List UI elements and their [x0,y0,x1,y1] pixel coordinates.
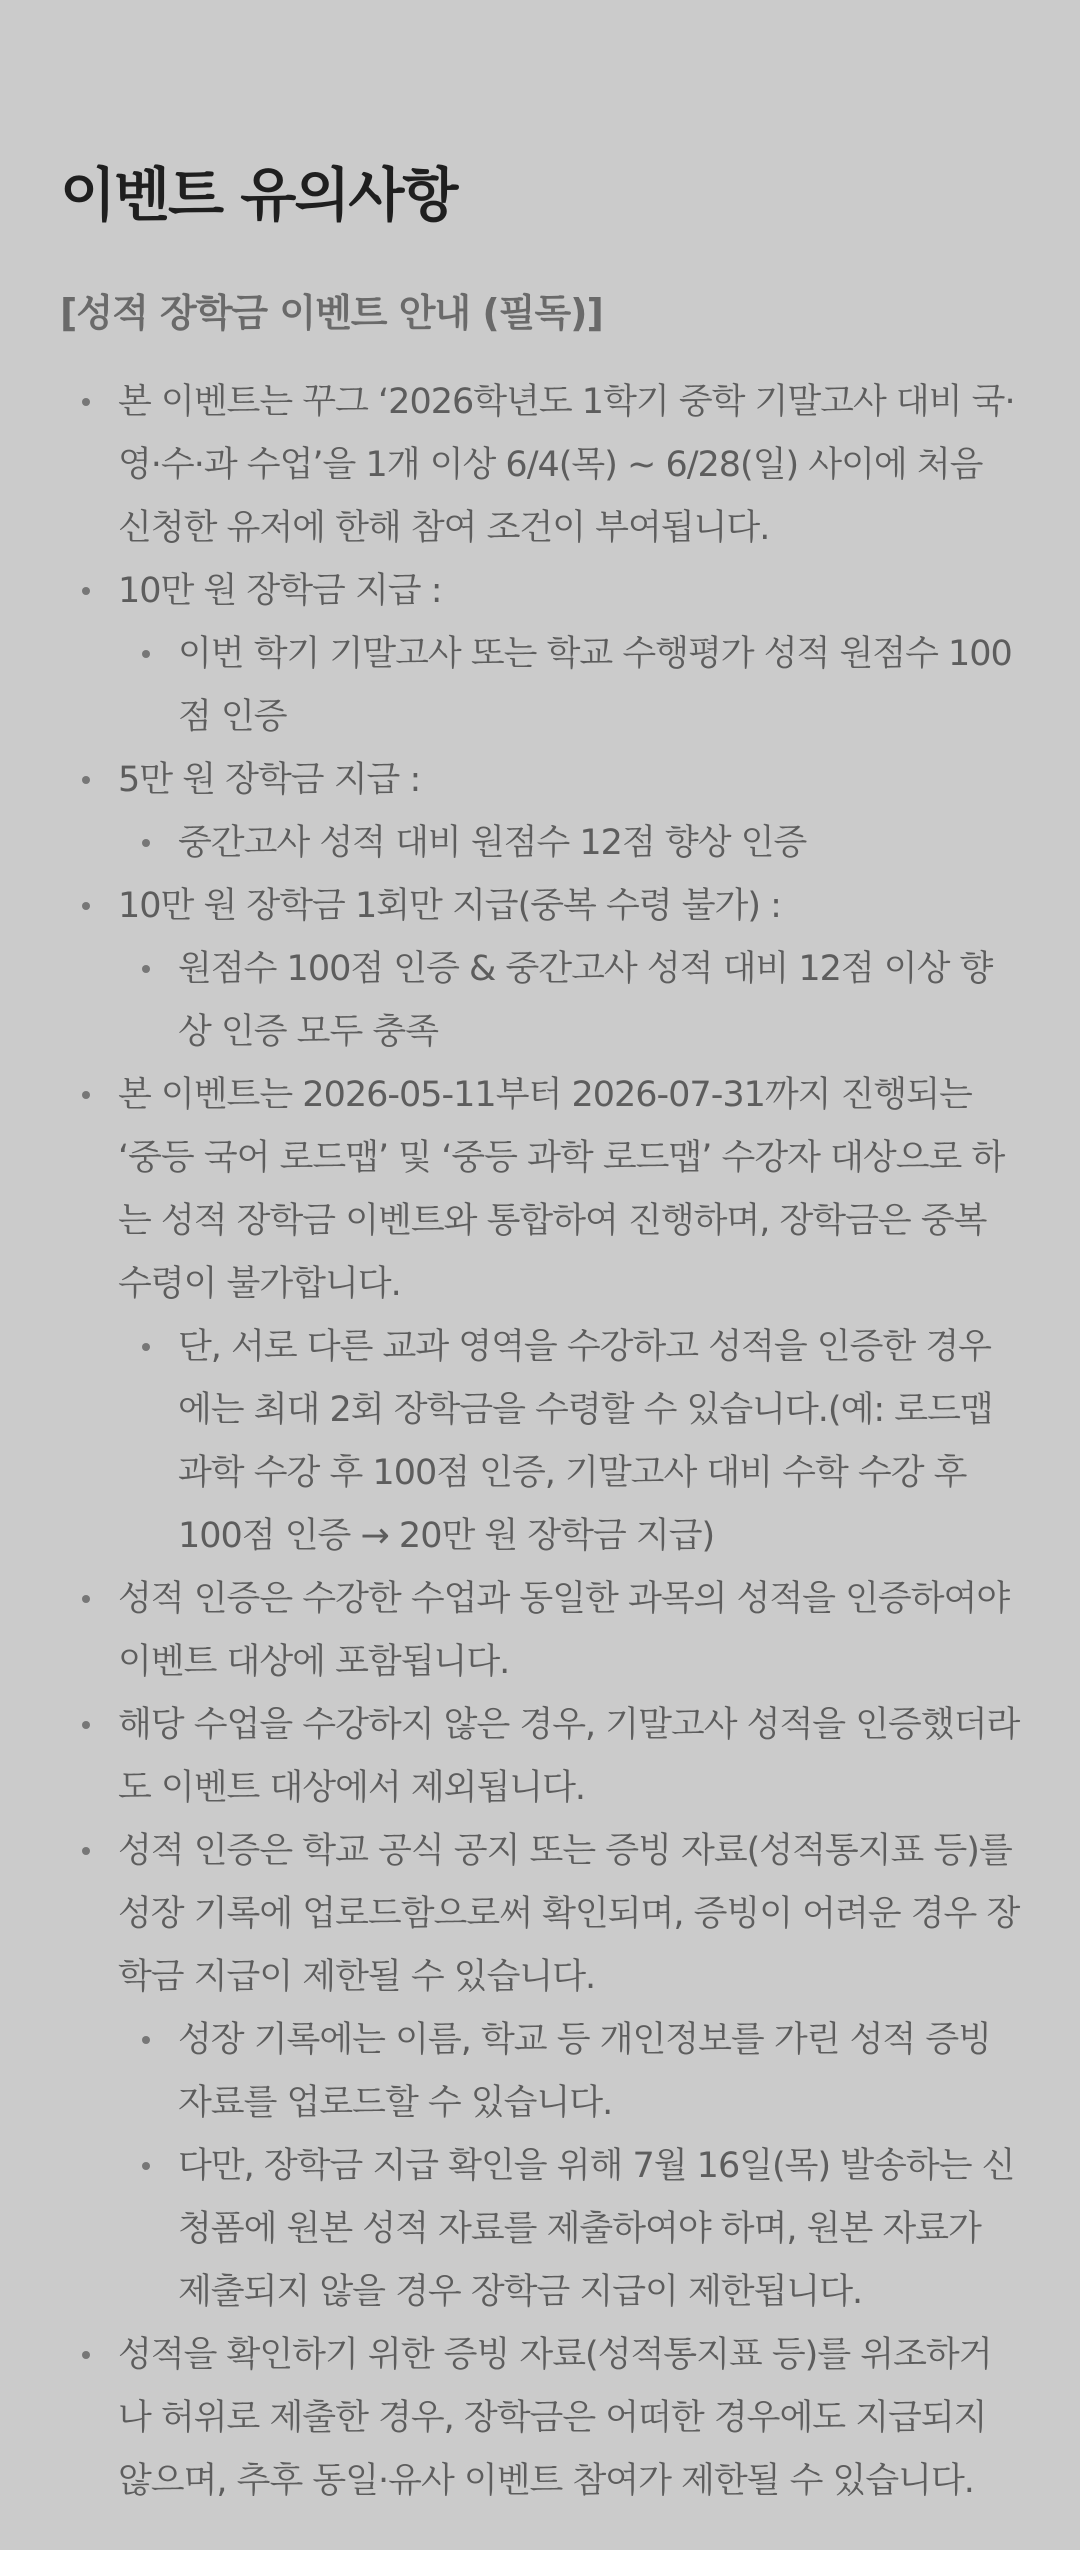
notice-item-text: 해당 수업을 수강하지 않은 경우, 기말고사 성적을 인증했더라도 이벤트 대상에서 제외됩니다. [118,1705,1020,1808]
bullet-dot-icon [82,776,90,784]
notice-subitem-text: 성장 기록에는 이름, 학교 등 개인정보를 가린 성적 증빙 자료를 업로드할 수 있습니다. [178,2020,991,2123]
notice-item-text: 본 이벤트는 2026-05-11부터 2026-07-31까지 진행되는 ‘중등 국어 로드맵’ 및 ‘중등 과학 로드맵’ 수강자 대상으로 하는 성적 장학금 이벤트와 통합하여 진행하며, 장학금은 중복 수령이 불가합니다. [118,1075,1005,1304]
notice-subitem [118,623,1020,749]
notice-item [60,749,1020,875]
notice-sublist [118,2009,1020,2324]
bullet-dot-icon [82,1847,90,1855]
bullet-dot-icon [82,1721,90,1729]
notice-item [60,875,1020,1064]
bullet-dot-icon [142,839,150,847]
notice-subitem-text: 중간고사 성적 대비 원점수 12점 향상 인증 [178,823,807,863]
bullet-dot-icon [82,1595,90,1603]
notice-item [60,2324,1020,2513]
notice-item-text: 성적 인증은 학교 공식 공지 또는 증빙 자료(성적통지표 등)를 성장 기록에 업로드함으로써 확인되며, 증빙이 어려운 경우 장학금 지급이 제한될 수 있습니다. [118,1831,1020,1997]
notice-item [60,1064,1020,1568]
notice-subitem [118,2135,1020,2324]
notice-subitem-text: 원점수 100점 인증 & 중간고사 성적 대비 12점 이상 향상 인증 모두 충족 [178,949,993,1052]
notice-item-text: 10만 원 장학금 지급 : [118,571,442,611]
bullet-dot-icon [142,965,150,973]
notice-subitem [118,938,1020,1064]
notice-subitem [118,812,1020,875]
notice-item [60,1820,1020,2324]
notice-item-text: 10만 원 장학금 1회만 지급(중복 수령 불가) : [118,886,781,926]
bullet-dot-icon [82,398,90,406]
section-subtitle: [성적 장학금 이벤트 안내 (필독)] [60,291,603,335]
bullet-dot-icon [142,2036,150,2044]
notice-subitem [118,1316,1020,1568]
bullet-dot-icon [82,1091,90,1099]
page-title: 이벤트 유의사항 [60,161,457,229]
notice-item-text: 5만 원 장학금 지급 : [118,760,421,800]
bullet-dot-icon [142,2162,150,2170]
notice-item-text: 성적 인증은 수강한 수업과 동일한 과목의 성적을 인증하여야 이벤트 대상에 포함됩니다. [118,1579,1010,1682]
notice-item [60,371,1020,560]
notice-subitem [118,2009,1020,2135]
bullet-dot-icon [142,1343,150,1351]
notice-sublist [118,623,1020,749]
notice-subitem-text: 다만, 장학금 지급 확인을 위해 7월 16일(목) 발송하는 신청폼에 원본 성적 자료를 제출하여야 하며, 원본 자료가 제출되지 않을 경우 장학금 지급이 제한됩니다. [178,2146,1015,2312]
notice-list [60,371,1020,2513]
notice-item-text: 본 이벤트는 꾸그 ‘2026학년도 1학기 중학 기말고사 대비 국·영·수·과 수업’을 1개 이상 6/4(목) ~ 6/28(일) 사이에 처음 신청한 유저에 한해 참여 조건이 부여됩니다. [118,382,1015,548]
notice-item-text: 성적을 확인하기 위한 증빙 자료(성적통지표 등)를 위조하거나 허위로 제출한 경우, 장학금은 어떠한 경우에도 지급되지 않으며, 추후 동일·유사 이벤트 참여가 제한될 수 있습니다. [118,2335,992,2501]
notice-sublist [118,812,1020,875]
bullet-dot-icon [142,650,150,658]
bullet-dot-icon [82,587,90,595]
notice-item [60,560,1020,749]
notice-item [60,1694,1020,1820]
notice-sublist [118,938,1020,1064]
notice-item [60,1568,1020,1694]
bullet-dot-icon [82,902,90,910]
notice-subitem-text: 이번 학기 기말고사 또는 학교 수행평가 성적 원점수 100점 인증 [178,634,1012,737]
notice-subitem-text: 단, 서로 다른 교과 영역을 수강하고 성적을 인증한 경우에는 최대 2회 장학금을 수령할 수 있습니다.(예: 로드맵 과학 수강 후 100점 인증, 기말고사 대비 수학 수강 후 100점 인증 → 20만 원 장학금 지급) [178,1327,993,1556]
notice-sublist [118,1316,1020,1568]
bullet-dot-icon [82,2351,90,2359]
